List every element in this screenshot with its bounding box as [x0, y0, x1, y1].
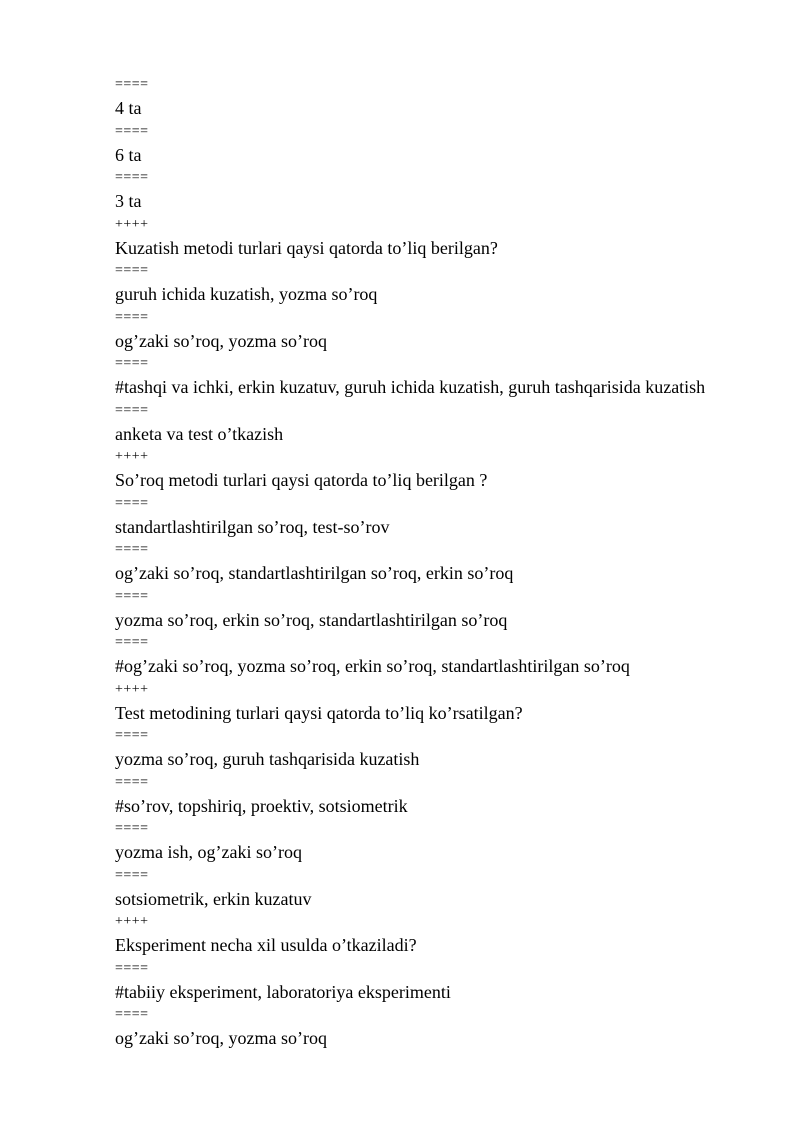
question-delimiter: ++++ — [115, 914, 149, 929]
option-delimiter: ==== — [115, 728, 149, 743]
answer-option: og’zaki so’roq, standartlashtirilgan so’roq, erkin so’roq — [115, 563, 514, 583]
option-delimiter: ==== — [115, 123, 149, 139]
question-text: Kuzatish metodi turlari qaysi qatorda to’liq berilgan? — [115, 237, 498, 258]
option-delimiter: ==== — [115, 635, 149, 650]
option-delimiter: ==== — [115, 774, 149, 790]
answer-option: guruh ichida kuzatish, yozma so’roq — [115, 284, 378, 304]
answer-option: yozma ish, og’zaki so’roq — [115, 842, 302, 862]
option-delimiter: ==== — [115, 495, 149, 511]
answer-option: 4 ta — [115, 98, 142, 118]
option-delimiter: ==== — [115, 960, 149, 976]
option-delimiter: ==== — [115, 588, 149, 604]
question-text: Test metodining turlari qaysi qatorda to’liq ko’rsatilgan? — [115, 702, 523, 723]
answer-option: anketa va test o’tkazish — [115, 423, 284, 444]
answer-option: 3 ta — [115, 191, 142, 211]
answer-option: yozma so’roq, guruh tashqarisida kuzatish — [115, 749, 420, 769]
option-delimiter: ==== — [115, 356, 149, 371]
answer-option: #so’rov, topshiriq, proektiv, sotsiometrik — [115, 795, 408, 816]
answer-option: sotsiometrik, erkin kuzatuv — [115, 888, 312, 909]
question-text: So’roq metodi turlari qaysi qatorda to’liq berilgan ? — [115, 470, 488, 490]
option-delimiter: ==== — [115, 542, 149, 557]
option-delimiter: ==== — [115, 309, 149, 325]
answer-option: #og’zaki so’roq, yozma so’roq, erkin so’roq, standartlashtirilgan so’roq — [115, 656, 630, 676]
answer-option: #tabiiy eksperiment, laboratoriya eksperimenti — [115, 981, 451, 1002]
question-delimiter: ++++ — [115, 216, 149, 232]
answer-option: standartlashtirilgan so’roq, test-so’rov — [115, 516, 390, 537]
answer-option: og’zaki so’roq, yozma so’roq — [115, 1028, 327, 1048]
question-text: Eksperiment necha xil usulda o’tkaziladi? — [115, 935, 417, 955]
option-delimiter: ==== — [115, 821, 149, 836]
answer-option: yozma so’roq, erkin so’roq, standartlashtirilgan so’roq — [115, 609, 508, 630]
option-delimiter: ==== — [115, 402, 149, 418]
answer-option: og’zaki so’roq, yozma so’roq — [115, 330, 327, 351]
question-delimiter: ++++ — [115, 449, 149, 464]
option-delimiter: ==== — [115, 263, 149, 278]
option-delimiter: ==== — [115, 170, 149, 185]
option-delimiter: ==== — [115, 867, 149, 883]
answer-option: #tashqi va ichki, erkin kuzatuv, guruh ichida kuzatish, guruh tashqarisida kuzatish — [115, 377, 706, 397]
document-body — [115, 76, 775, 1053]
question-delimiter: ++++ — [115, 681, 149, 697]
option-delimiter: ==== — [115, 77, 149, 92]
option-delimiter: ==== — [115, 1007, 149, 1022]
answer-option: 6 ta — [115, 144, 142, 165]
